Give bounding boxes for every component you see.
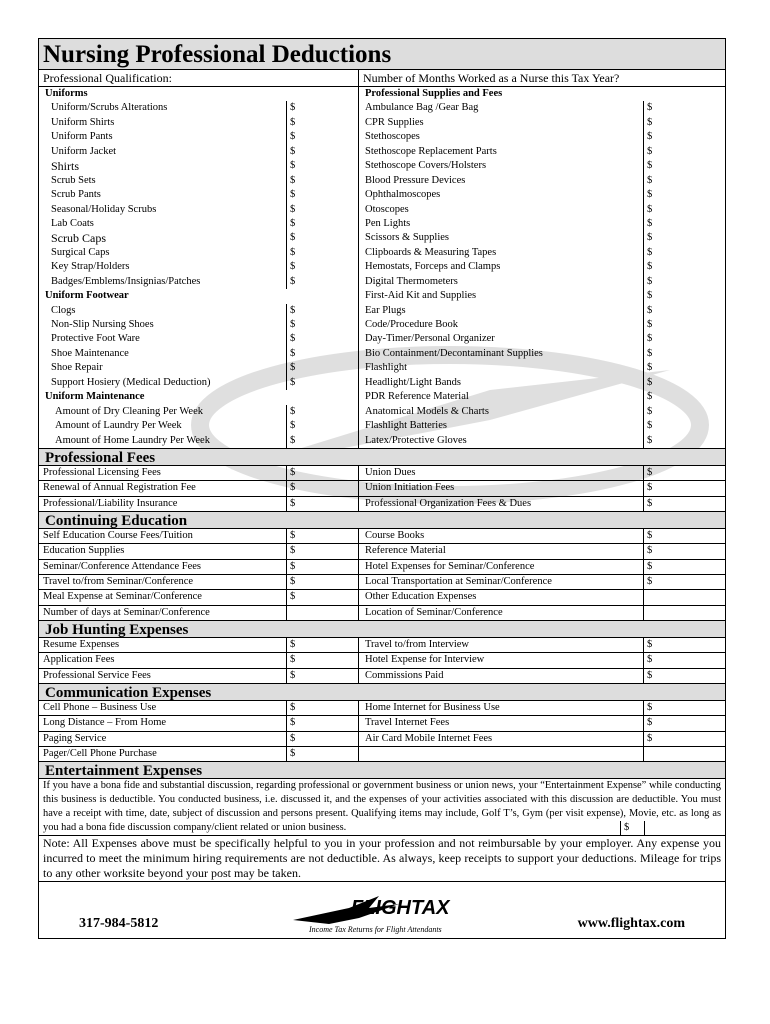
uniform-item-row — [39, 304, 358, 318]
uniform-item-amount-field[interactable]: $ — [286, 116, 358, 130]
supply-item-label: Scissors & Supplies — [365, 232, 450, 244]
expense-item-amount-field[interactable]: $ — [643, 466, 725, 480]
entertainment-amount-field[interactable]: $ — [620, 821, 645, 835]
uniform-item-label: Uniform Jacket — [51, 145, 117, 157]
uniform-item-amount-field[interactable]: $ — [286, 318, 358, 332]
expense-item-label — [359, 747, 643, 761]
supply-item-amount-field[interactable]: $ — [643, 101, 725, 115]
expense-item-row — [39, 716, 358, 731]
uniform-item-amount-field[interactable]: $ — [286, 275, 358, 289]
supply-item-row — [359, 434, 725, 448]
expense-item-amount-field[interactable]: $ — [643, 529, 725, 543]
expense-item-label: Union Dues — [365, 466, 416, 478]
supply-item-amount-field[interactable]: $ — [643, 304, 725, 318]
expense-item-amount-field[interactable]: $ — [286, 560, 358, 574]
expense-item-row — [39, 481, 358, 496]
uniforms-column — [39, 87, 359, 448]
supply-item-amount-field[interactable]: $ — [643, 145, 725, 159]
supply-item-row — [359, 145, 725, 159]
uniform-item-row — [39, 188, 358, 202]
expense-item-label: Number of days at Seminar/Conference — [43, 606, 210, 618]
supply-item-label: Clipboards & Measuring Tapes — [365, 246, 497, 258]
uniform-item-row — [39, 87, 358, 101]
uniform-item-row — [39, 434, 358, 448]
supply-item-row — [359, 116, 725, 130]
supply-item-label: Bio Containment/Decontaminant Supplies — [365, 347, 543, 359]
flightax-logo — [289, 890, 489, 936]
expense-item-label: Cell Phone – Business Use — [43, 702, 157, 714]
expense-item-row — [39, 560, 358, 575]
header-row — [39, 70, 725, 87]
supply-item-label: Flashlight Batteries — [365, 420, 447, 432]
expense-item-amount-field[interactable]: $ — [286, 466, 358, 480]
supply-item-label: Headlight/Light Bands — [365, 376, 461, 388]
uniform-item-label: Seasonal/Holiday Scrubs — [51, 203, 157, 215]
uniform-item-amount-field[interactable]: $ — [286, 304, 358, 318]
supply-item-row — [359, 361, 725, 375]
uniform-item-subheader: Uniforms — [45, 88, 88, 99]
expense-item-amount-field[interactable]: $ — [643, 732, 725, 746]
expense-item-row — [39, 606, 358, 620]
expense-item-label: Travel to/from Seminar/Conference — [43, 576, 194, 587]
supplies-columns — [39, 87, 725, 448]
uniform-item-amount-field[interactable]: $ — [286, 361, 358, 375]
uniform-item-amount-field[interactable]: $ — [286, 246, 358, 260]
expense-item-row — [39, 638, 358, 653]
expense-item-label: Commissions Paid — [365, 669, 444, 681]
expense-item-label: Professional Licensing Fees — [43, 466, 161, 478]
expense-item-label: Professional/Liability Insurance — [43, 497, 178, 509]
uniform-item-label: Uniform/Scrubs Alterations — [51, 102, 168, 114]
supply-item-row — [359, 246, 725, 260]
uniform-item-label: Key Strap/Holders — [51, 261, 130, 273]
expense-item-row — [39, 669, 358, 683]
section-right-column — [359, 466, 725, 511]
supply-item-amount-field[interactable]: $ — [643, 260, 725, 274]
expense-item-row — [359, 481, 725, 496]
uniform-item-subheader: Uniform Maintenance — [45, 391, 145, 403]
supply-item-row — [359, 405, 725, 419]
expense-item-row — [39, 747, 358, 761]
expense-item-row — [359, 590, 725, 605]
supply-item-row — [359, 159, 725, 173]
supply-item-row — [359, 390, 725, 404]
section-body — [39, 529, 725, 620]
uniform-item-label: Shoe Maintenance — [51, 347, 129, 359]
expense-item-label: Renewal of Annual Registration Fee — [43, 482, 196, 494]
expense-item-amount-field[interactable]: $ — [286, 544, 358, 558]
expense-item-row — [359, 669, 725, 683]
expense-item-row — [39, 529, 358, 544]
supply-item-amount-field[interactable]: $ — [643, 289, 725, 303]
expense-item-row — [39, 653, 358, 668]
supply-item-row — [359, 231, 725, 245]
uniform-item-amount-field[interactable]: $ — [286, 159, 358, 173]
uniform-item-row — [39, 318, 358, 332]
expense-item-label: Long Distance – From Home — [43, 717, 167, 729]
supply-item-row — [359, 87, 725, 101]
section-left-column — [39, 701, 359, 761]
expense-item-amount-field[interactable]: $ — [286, 638, 358, 652]
expense-item-label: Professional Service Fees — [43, 669, 151, 681]
supply-item-row — [359, 419, 725, 433]
uniform-item-amount-field[interactable]: $ — [286, 203, 358, 217]
supply-item-row — [359, 203, 725, 217]
note-text: Note: All Expenses above must be specifically helpful to you in your profession and not reimbursable by your employer. Any expense you incurred to meet the minimum hiring requirements are not deductible. As always, keep receipts to support your deductions. Mileage for trips to any other worksite beyond your post may be taken. — [39, 835, 725, 881]
uniform-item-label: Surgical Caps — [51, 246, 110, 258]
expense-item-amount-field[interactable]: $ — [286, 529, 358, 543]
section-left-column — [39, 466, 359, 511]
supply-item-label: Anatomical Models & Charts — [365, 405, 489, 417]
supply-item-subheader: Professional Supplies and Fees — [365, 88, 503, 99]
logo-text: FLIGHTAX — [351, 897, 450, 920]
uniform-item-label: Clogs — [51, 304, 76, 316]
uniform-item-amount-field[interactable]: $ — [286, 419, 358, 433]
expense-item-label: Air Card Mobile Internet Fees — [365, 732, 493, 744]
supply-item-amount-field[interactable]: $ — [643, 116, 725, 130]
expense-item-row — [359, 575, 725, 590]
supply-item-row — [359, 376, 725, 390]
expense-item-amount-field[interactable] — [643, 606, 725, 620]
entertainment-paragraph: If you have a bona fide and substantial discussion, regarding professional or government business or union news, your “Entertainment Expense” while conducting this business is deductible. You conducted business, i.e. discussed it, and the expenses of your activities associated with this discussion are deductible. You must have a receipt with time, date, subject of discussion and persons present. Qualifying items may include, Golf T’s, Gym (per visit expense), Movie, etc. as long as you had a bona fide discussion company/client related or union business. — [43, 780, 721, 834]
expense-item-amount-field[interactable]: $ — [286, 590, 358, 604]
uniform-item-label: Support Hosiery (Medical Deduction) — [51, 376, 211, 388]
uniform-item-row — [39, 159, 358, 173]
expense-item-label: Paging Service — [43, 732, 107, 744]
supplies-column — [359, 87, 725, 448]
expense-item-row — [39, 590, 358, 605]
supply-item-label: Hemostats, Forceps and Clamps — [365, 261, 501, 273]
uniform-item-amount-field[interactable]: $ — [286, 405, 358, 419]
footer — [39, 881, 725, 938]
expense-item-label: Seminar/Conference Attendance Fees — [43, 560, 202, 572]
expense-item-row — [39, 732, 358, 747]
uniform-item-label: Protective Foot Ware — [51, 333, 140, 345]
supply-item-amount-field[interactable]: $ — [643, 332, 725, 346]
supply-item-amount-field[interactable]: $ — [643, 188, 725, 202]
uniform-item-row — [39, 260, 358, 274]
expense-item-amount-field[interactable] — [286, 606, 358, 620]
supply-item-amount-field[interactable]: $ — [643, 318, 725, 332]
supply-item-amount-field[interactable]: $ — [643, 217, 725, 231]
uniform-item-row — [39, 347, 358, 361]
uniform-item-label: Shoe Repair — [51, 362, 103, 374]
expense-item-amount-field[interactable]: $ — [286, 669, 358, 683]
uniform-item-label: Uniform Shirts — [51, 116, 115, 128]
supply-item-amount-field[interactable]: $ — [643, 174, 725, 188]
uniform-item-label: Scrub Pants — [51, 189, 101, 201]
supply-item-amount-field[interactable]: $ — [643, 434, 725, 448]
expense-item-amount-field[interactable]: $ — [286, 481, 358, 495]
logo-tagline: Income Tax Returns for Flight Attendants — [309, 925, 442, 935]
expense-item-row — [359, 497, 725, 511]
expense-item-amount-field[interactable]: $ — [643, 481, 725, 495]
section-header: Continuing Education — [39, 511, 725, 529]
supply-item-row — [359, 304, 725, 318]
expense-item-amount-field[interactable]: $ — [286, 716, 358, 730]
expense-item-label: Pager/Cell Phone Purchase — [43, 748, 157, 760]
section-header: Communication Expenses — [39, 683, 725, 701]
expense-item-amount-field[interactable]: $ — [643, 669, 725, 683]
supply-item-amount-field[interactable]: $ — [643, 275, 725, 289]
uniform-item-amount-field[interactable]: $ — [286, 188, 358, 202]
expense-item-amount-field[interactable]: $ — [286, 653, 358, 667]
uniform-item-row — [39, 361, 358, 375]
supply-item-label: Stethoscopes — [365, 131, 420, 143]
expense-item-row — [359, 701, 725, 716]
uniform-item-row — [39, 332, 358, 346]
supply-item-row — [359, 174, 725, 188]
supply-item-label: Stethoscope Covers/Holsters — [365, 160, 487, 172]
section-body — [39, 466, 725, 511]
supply-item-amount-field[interactable]: $ — [643, 231, 725, 245]
expense-item-amount-field[interactable]: $ — [643, 575, 725, 589]
expense-item-label: Course Books — [365, 529, 425, 541]
expense-item-label: Hotel Expense for Interview — [365, 654, 485, 666]
supply-item-amount-field[interactable]: $ — [643, 390, 725, 404]
expense-item-label: Location of Seminar/Conference — [365, 606, 503, 618]
uniform-item-row — [39, 419, 358, 433]
supply-item-amount-field[interactable]: $ — [643, 159, 725, 173]
supply-item-label: Pen Lights — [365, 217, 411, 229]
supply-item-label: Ambulance Bag /Gear Bag — [365, 102, 479, 114]
supply-item-row — [359, 275, 725, 289]
uniform-item-row — [39, 217, 358, 231]
expense-item-row — [359, 653, 725, 668]
expense-item-amount-field[interactable]: $ — [286, 497, 358, 511]
supply-item-row — [359, 130, 725, 144]
uniform-item-label: Shirts — [51, 159, 80, 174]
expense-item-row — [39, 497, 358, 511]
supply-item-label: CPR Supplies — [365, 116, 424, 128]
uniform-item-row — [39, 174, 358, 188]
expense-item-row — [359, 529, 725, 544]
supply-item-amount-field[interactable]: $ — [643, 203, 725, 217]
expense-item-label: Local Transportation at Seminar/Conference — [365, 576, 552, 587]
section-left-column — [39, 638, 359, 683]
section-right-column — [359, 529, 725, 620]
entertainment-text — [39, 779, 725, 835]
professional-qualification-field[interactable]: Professional Qualification: — [39, 70, 359, 86]
months-worked-field[interactable]: Number of Months Worked as a Nurse this Tax Year? — [363, 71, 620, 85]
uniform-item-subheader: Uniform Footwear — [45, 290, 129, 302]
uniform-item-amount-field[interactable]: $ — [286, 260, 358, 274]
section-header: Job Hunting Expenses — [39, 620, 725, 638]
expense-item-row — [39, 466, 358, 481]
expense-item-label: Meal Expense at Seminar/Conference — [43, 591, 202, 603]
expense-item-label: Application Fees — [43, 654, 115, 666]
uniform-item-row — [39, 145, 358, 159]
uniform-item-label: Amount of Laundry Per Week — [55, 420, 182, 432]
supply-item-row — [359, 101, 725, 115]
uniform-item-label: Non-Slip Nursing Shoes — [51, 319, 154, 330]
expense-item-row — [39, 575, 358, 590]
supply-item-row — [359, 188, 725, 202]
supply-item-row — [359, 260, 725, 274]
supply-item-row — [359, 318, 725, 332]
uniform-item-row — [39, 376, 358, 390]
expense-item-amount-field[interactable]: $ — [643, 716, 725, 730]
expense-item-amount-field[interactable]: $ — [643, 638, 725, 652]
expense-item-amount-field[interactable]: $ — [286, 701, 358, 715]
supply-item-row — [359, 289, 725, 303]
supply-item-amount-field[interactable]: $ — [643, 419, 725, 433]
section-header: Professional Fees — [39, 448, 725, 466]
phone-number: 317-984-5812 — [79, 916, 159, 932]
expense-item-row — [359, 606, 725, 620]
uniform-item-row — [39, 130, 358, 144]
section-body — [39, 701, 725, 761]
deductions-form — [38, 38, 726, 939]
section-right-column — [359, 638, 725, 683]
supply-item-row — [359, 347, 725, 361]
expense-item-amount-field[interactable]: $ — [643, 497, 725, 511]
supply-item-row — [359, 217, 725, 231]
uniform-item-label: Lab Coats — [51, 217, 94, 229]
supply-item-amount-field[interactable]: $ — [643, 376, 725, 390]
supply-item-label: Ear Plugs — [365, 304, 406, 316]
section-left-column — [39, 529, 359, 620]
uniform-item-amount-field[interactable]: $ — [286, 332, 358, 346]
expense-item-label: Travel Internet Fees — [365, 717, 450, 729]
website-link[interactable]: www.flightax.com — [577, 916, 685, 932]
uniform-item-row — [39, 289, 358, 303]
expense-item-label: Travel to/from Interview — [365, 639, 470, 651]
expense-item-amount-field[interactable]: $ — [286, 575, 358, 589]
section-right-column — [359, 701, 725, 761]
uniform-item-amount-field[interactable]: $ — [286, 174, 358, 188]
supply-item-label: Code/Procedure Book — [365, 319, 459, 330]
uniform-item-amount-field[interactable]: $ — [286, 231, 358, 245]
supply-item-row — [359, 332, 725, 346]
expense-item-row — [359, 732, 725, 747]
expense-item-amount-field[interactable]: $ — [286, 747, 358, 761]
supply-item-label: Digital Thermometers — [365, 275, 458, 287]
supply-item-amount-field[interactable]: $ — [643, 246, 725, 260]
uniform-item-label: Scrub Sets — [51, 174, 96, 186]
expense-item-amount-field[interactable]: $ — [286, 732, 358, 746]
uniform-item-row — [39, 405, 358, 419]
uniform-item-amount-field[interactable]: $ — [286, 217, 358, 231]
uniform-item-amount-field[interactable]: $ — [286, 145, 358, 159]
expense-item-amount-field[interactable]: $ — [643, 560, 725, 574]
sections — [39, 448, 725, 762]
expense-item-amount-field[interactable] — [643, 590, 725, 604]
uniform-item-amount-field[interactable]: $ — [286, 434, 358, 448]
expense-item-row — [359, 747, 725, 761]
uniform-item-label: Amount of Home Laundry Per Week — [55, 434, 210, 446]
uniform-item-amount-field[interactable]: $ — [286, 130, 358, 144]
uniform-item-label: Amount of Dry Cleaning Per Week — [55, 405, 203, 417]
expense-item-row — [359, 544, 725, 559]
expense-item-label: Resume Expenses — [43, 639, 120, 651]
uniform-item-label: Scrub Caps — [51, 231, 106, 246]
supply-item-amount-field[interactable]: $ — [643, 361, 725, 375]
supply-item-amount-field[interactable]: $ — [643, 405, 725, 419]
supply-item-amount-field[interactable]: $ — [643, 130, 725, 144]
expense-item-amount-field[interactable]: $ — [643, 701, 725, 715]
expense-item-amount-field[interactable] — [643, 747, 725, 761]
section-body — [39, 638, 725, 683]
expense-item-label: Education Supplies — [43, 545, 125, 557]
uniform-item-label: Badges/Emblems/Insignias/Patches — [51, 275, 201, 287]
expense-item-amount-field[interactable]: $ — [643, 544, 725, 558]
uniform-item-row — [39, 101, 358, 115]
entertainment-header: Entertainment Expenses — [39, 761, 725, 779]
expense-item-label: Other Education Expenses — [365, 591, 477, 603]
uniform-item-label: Uniform Pants — [51, 131, 113, 143]
uniform-item-row — [39, 275, 358, 289]
expense-item-label: Hotel Expenses for Seminar/Conference — [365, 560, 535, 572]
uniform-item-amount-field[interactable]: $ — [286, 376, 358, 390]
supply-item-label: PDR Reference Material — [365, 391, 469, 403]
expense-item-row — [359, 560, 725, 575]
supply-item-label: Stethoscope Replacement Parts — [365, 145, 497, 157]
uniform-item-row — [39, 116, 358, 130]
supply-item-amount-field[interactable]: $ — [643, 347, 725, 361]
expense-item-row — [359, 638, 725, 653]
expense-item-label: Union Initiation Fees — [365, 482, 455, 494]
supply-item-label: Blood Pressure Devices — [365, 174, 466, 186]
expense-item-row — [39, 701, 358, 716]
supply-item-label: First-Aid Kit and Supplies — [365, 290, 477, 302]
expense-item-label: Self Education Course Fees/Tuition — [43, 529, 193, 541]
uniform-item-row — [39, 203, 358, 217]
uniform-item-amount-field[interactable]: $ — [286, 347, 358, 361]
expense-item-label: Home Internet for Business Use — [365, 702, 500, 714]
supply-item-label: Otoscopes — [365, 203, 409, 215]
uniform-item-amount-field[interactable]: $ — [286, 101, 358, 115]
supply-item-label: Day-Timer/Personal Organizer — [365, 333, 495, 345]
expense-item-label: Reference Material — [365, 545, 446, 557]
expense-item-amount-field[interactable]: $ — [643, 653, 725, 667]
expense-item-row — [359, 716, 725, 731]
supply-item-label: Flashlight — [365, 362, 408, 374]
supply-item-label: Ophthalmoscopes — [365, 189, 441, 201]
expense-item-row — [359, 466, 725, 481]
expense-item-label: Professional Organization Fees & Dues — [365, 497, 532, 509]
page-title: Nursing Professional Deductions — [39, 39, 725, 70]
uniform-item-row — [39, 231, 358, 245]
supply-item-label: Latex/Protective Gloves — [365, 434, 467, 446]
uniform-item-row — [39, 390, 358, 404]
expense-item-row — [39, 544, 358, 559]
uniform-item-row — [39, 246, 358, 260]
